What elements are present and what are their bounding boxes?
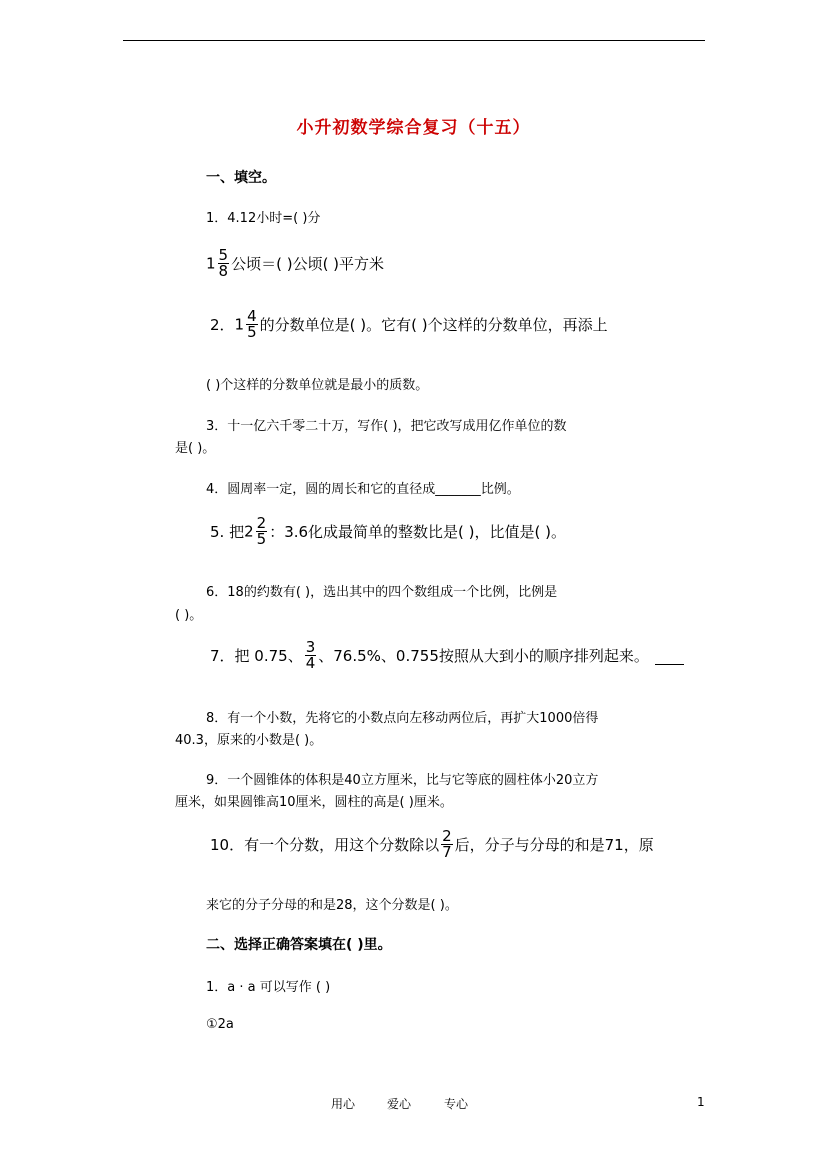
fraction-numerator: 4 — [247, 307, 257, 325]
choice-option-1: ①2a — [206, 1017, 234, 1032]
fraction-denominator: 4 — [305, 654, 316, 672]
page-number: 1 — [697, 1095, 705, 1109]
question-9-line2: 厘米，如果圆锥高10厘米，圆柱的高是( )厘米。 — [175, 795, 453, 810]
question-7-prefix: 7．把 0.75、 — [210, 647, 303, 665]
fraction-denominator: 8 — [218, 262, 229, 280]
question-10-prefix: 10．有一个分数，用这个分数除以 — [210, 836, 440, 854]
question-2-text: 的分数单位是( )。它有( )个这样的分数单位，再添上 — [259, 316, 608, 334]
fraction-denominator: 5 — [247, 323, 257, 341]
fraction — [256, 516, 268, 547]
question-2-line2: ( )个这样的分数单位就是最小的质数。 — [206, 378, 429, 393]
question-1-line1: 1．4.12小时=( )分 — [206, 211, 321, 226]
fraction-denominator: 7 — [442, 843, 452, 861]
question-7-text: 、76.5%、0.755按照从大到小的顺序排列起来。 — [318, 647, 649, 665]
fraction — [218, 248, 230, 279]
question-5-text: ：3.6化成最简单的整数比是( )，比值是( )。 — [269, 523, 566, 541]
fraction-numerator: 5 — [218, 246, 229, 264]
mixed-number-whole: 1 — [206, 254, 216, 273]
question-9-line1: 9．一个圆锥体的体积是40立方厘米，比与它等底的圆柱体小20立方 — [206, 773, 599, 788]
section-heading-choice: 二、选择正确答案填在( )里。 — [206, 937, 392, 953]
question-3-line1: 3．十一亿六千零二十万，写作( )，把它改写成用亿作单位的数 — [206, 419, 567, 434]
question-5 — [210, 516, 566, 547]
question-8-line2: 40.3，原来的小数是( )。 — [175, 733, 323, 748]
choice-question-1: 1．a · a 可以写作 ( ) — [206, 980, 331, 995]
fraction — [441, 829, 453, 860]
question-5-prefix: 5. 把 — [210, 523, 245, 541]
fraction-numerator: 2 — [256, 514, 267, 532]
fraction-numerator: 3 — [305, 638, 316, 656]
question-6-line2: ( )。 — [175, 608, 203, 623]
footer-right-text: 专心 — [444, 1097, 469, 1111]
question-2-prefix: 2． — [210, 316, 235, 334]
fraction-numerator: 2 — [442, 827, 452, 845]
page-title: 小升初数学综合复习（十五） — [296, 118, 531, 138]
question-2-line1 — [210, 309, 608, 340]
question-3-line2: 是( )。 — [175, 441, 216, 456]
footer-middle-text: 爱心 — [387, 1097, 412, 1111]
question-1-line2 — [206, 248, 384, 279]
question-10-line1 — [210, 829, 654, 860]
question-7 — [210, 640, 649, 671]
question-10-line2: 来它的分子分母的和是28，这个分数是( )。 — [206, 898, 458, 913]
answer-blank-line — [655, 664, 684, 665]
mixed-number-whole: 2 — [244, 522, 254, 541]
question-1-line2-text: 公顷＝( )公顷( )平方米 — [231, 255, 385, 273]
question-4: 4．圆周率一定，圆的周长和它的直径成_______比例。 — [206, 482, 520, 497]
question-8-line1: 8．有一个小数，先将它的小数点向左移动两位后，再扩大1000倍得 — [206, 711, 599, 726]
question-10-text: 后，分子与分母的和是71，原 — [454, 836, 654, 854]
fraction-denominator: 5 — [256, 530, 267, 548]
question-6-line1: 6．18的约数有( )，选出其中的四个数组成一个比例，比例是 — [206, 585, 558, 600]
section-heading-fill-blank: 一、填空。 — [206, 170, 276, 186]
mixed-number-whole: 1 — [234, 315, 245, 334]
fraction — [246, 309, 258, 340]
footer-left-text: 用心 — [331, 1097, 356, 1111]
fraction — [305, 640, 317, 671]
header-rule — [123, 40, 705, 41]
